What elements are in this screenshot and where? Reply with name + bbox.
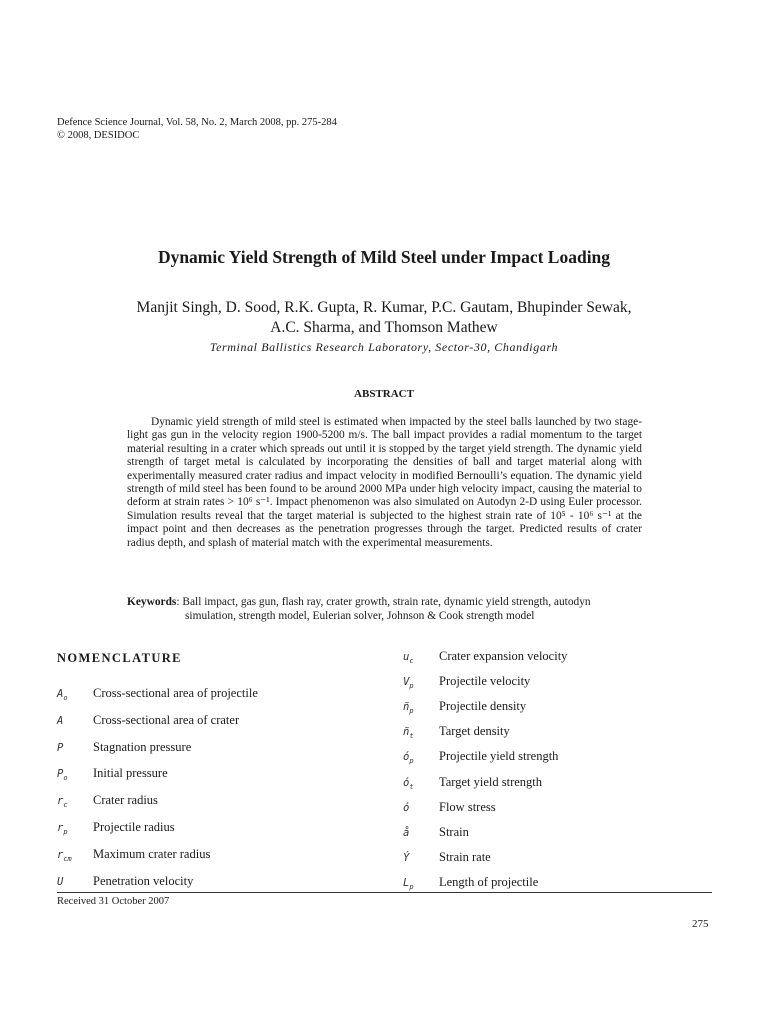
nomenclature-symbol [57, 795, 68, 809]
author-list [0, 298, 768, 338]
nomenclature-symbol [403, 777, 414, 791]
symbol-base: ñ [403, 701, 410, 714]
nomenclature-heading: NOMENCLATURE [57, 651, 182, 665]
symbol-base: A [57, 714, 64, 727]
symbol-base: P [57, 768, 64, 781]
symbol-base: U [57, 875, 64, 888]
nomenclature-description: Strain [439, 824, 469, 839]
nomenclature-symbol [403, 852, 409, 864]
symbol-base: L [403, 876, 410, 889]
nomenclature-description: Target yield strength [439, 774, 543, 789]
symbol-subscript: p [63, 828, 68, 837]
symbol-base: P [57, 741, 64, 754]
nomenclature-symbol [57, 715, 63, 727]
nomenclature-description: Projectile velocity [439, 674, 531, 689]
nomenclature-description: Penetration velocity [93, 873, 194, 888]
symbol-base: r [57, 795, 64, 808]
page-number: 275 [692, 918, 709, 930]
nomenclature-description: Maximum crater radius [93, 846, 211, 861]
symbol-subscript: c [63, 801, 68, 810]
abstract-text: Dynamic yield strength of mild steel is estimated when impacted by the steel balls launched by two stage-light gas gun in the velocity region 1900-5200 m/s. The ball impact provides a radial momentum to the target material resulting in a crater which spreads out until it is stopped by the target yield strength. The dynamic yield strength of target metal is calculated by incorporating the densities of ball and target material along with experimentally measured crater radius and impact velocity in modified Bernoulli’s equation. The dynamic yield strength of mild steel has been found to be around 2000 MPa under high velocity impact, causing the material to deform at strain rates > 10⁶ s⁻¹. Impact phenomenon was also simulated on Autodyn 2-D using Euler processor. Simulation results reveal that the target material is subjected to the highest strain rate of 10⁵ - 10⁶ s⁻¹ at the impact point and then decreases as the penetration progresses through the target. Predicted results of crater radius depth, and splash of material match with the experimental measurements. [127, 416, 642, 549]
keywords-label: Keywords [127, 596, 177, 608]
paper-title: Dynamic Yield Strength of Mild Steel under Impact Loading [157, 247, 611, 267]
journal-citation: Defence Science Journal, Vol. 58, No. 2, March 2008, pp. 275-284 [57, 117, 337, 128]
nomenclature-description: Cross-sectional area of projectile [93, 686, 258, 700]
symbol-base: A [57, 688, 64, 700]
nomenclature-symbol [403, 802, 409, 814]
symbol-subscript: p [409, 882, 414, 891]
nomenclature-description: Stagnation pressure [93, 739, 192, 754]
nomenclature-description: Initial pressure [93, 766, 168, 781]
footnote-rule [57, 892, 712, 893]
nomenclature-symbol [403, 651, 414, 665]
authors-line-1: Manjit Singh, D. Sood, R.K. Gupta, R. Kumar, P.C. Gautam, Bhupinder Sewak, [136, 299, 632, 316]
nomenclature-symbol [403, 676, 414, 690]
nomenclature-symbol [57, 768, 68, 782]
nomenclature-description: Projectile yield strength [439, 749, 559, 764]
abstract-body [127, 416, 642, 550]
symbol-base: ó [403, 776, 410, 789]
symbol-base: r [57, 822, 64, 834]
symbol-subscript: p [409, 707, 414, 716]
nomenclature-description: Crater expansion velocity [439, 649, 568, 663]
symbol-base: ó [403, 801, 410, 814]
nomenclature-symbol [403, 877, 414, 891]
nomenclature-description: Target density [439, 724, 510, 739]
nomenclature-symbol [57, 849, 72, 863]
nomenclature-description: Projectile density [439, 699, 527, 714]
symbol-subscript: c [409, 657, 414, 666]
symbol-subscript: o [63, 694, 68, 703]
symbol-base: r [57, 848, 64, 861]
symbol-base: V [403, 676, 410, 689]
nomenclature-symbol [57, 822, 68, 836]
journal-header [57, 116, 337, 142]
symbol-subscript: t [409, 782, 414, 791]
nomenclature-symbol [403, 726, 414, 740]
nomenclature-symbol [403, 827, 409, 839]
nomenclature-symbol [57, 876, 63, 888]
nomenclature-description: Length of projectile [439, 874, 539, 889]
received-date: Received 31 October 2007 [57, 896, 170, 907]
symbol-subscript: cm [63, 854, 72, 863]
symbol-subscript: t [409, 732, 414, 741]
symbol-base: å [403, 826, 410, 839]
abstract-heading: ABSTRACT [354, 388, 414, 400]
nomenclature-description: Crater radius [93, 793, 158, 808]
nomenclature-description: Projectile radius [93, 820, 175, 834]
nomenclature-description: Flow stress [439, 799, 496, 814]
symbol-base: ó [403, 751, 410, 764]
nomenclature-description: Strain rate [439, 849, 491, 864]
nomenclature-symbol [57, 688, 68, 702]
keywords-line-1: : Ball impact, gas gun, flash ray, crater growth, strain rate, dynamic yield strength, autodyn [176, 596, 591, 608]
nomenclature-symbol [403, 701, 414, 715]
affiliation: Terminal Ballistics Research Laboratory, Sector-30, Chandigarh [209, 340, 559, 354]
symbol-subscript: o [63, 774, 68, 783]
symbol-base: Ý [403, 851, 410, 864]
symbol-subscript: p [409, 757, 414, 766]
symbol-subscript: p [409, 682, 414, 691]
keywords-block [127, 595, 645, 623]
nomenclature-symbol [57, 742, 63, 754]
nomenclature-description: Cross-sectional area of crater [93, 712, 240, 727]
nomenclature-symbol [403, 751, 414, 765]
symbol-base: u [403, 651, 410, 663]
symbol-base: ñ [403, 726, 410, 739]
keywords-line-2: simulation, strength model, Eulerian solver, Johnson & Cook strength model [185, 610, 535, 622]
authors-line-2: A.C. Sharma, and Thomson Mathew [270, 319, 498, 336]
copyright-line: © 2008, DESIDOC [57, 130, 140, 141]
